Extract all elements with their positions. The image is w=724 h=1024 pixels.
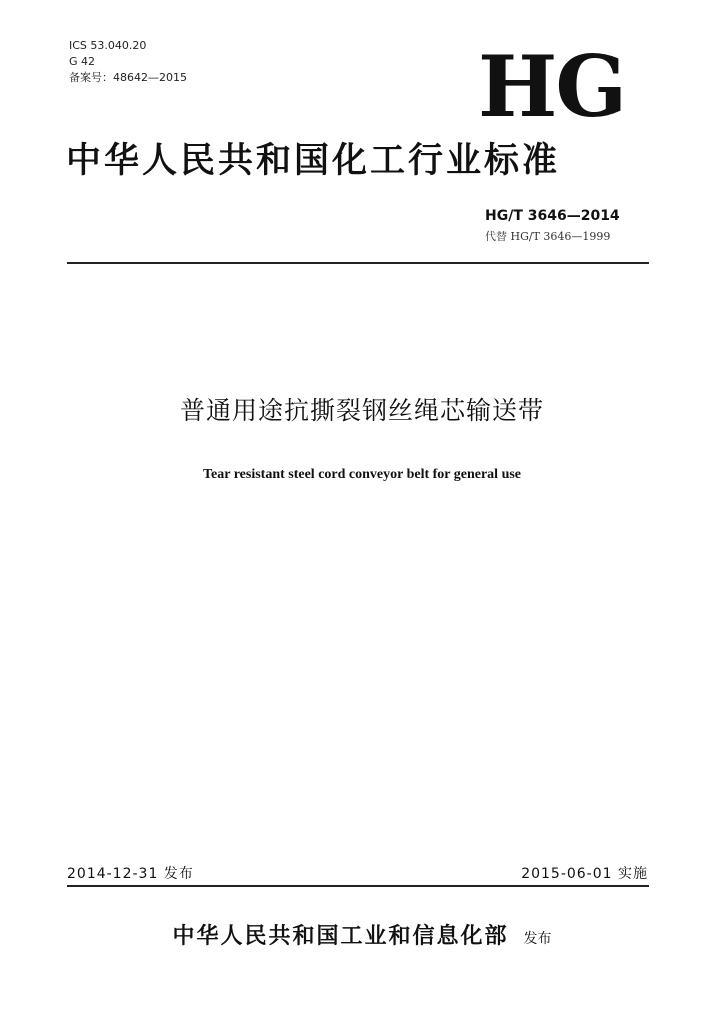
publisher-name: 中华人民共和国工业和信息化部 (172, 923, 509, 949)
document-title-chinese: 普通用途抗撕裂钢丝绳芯输送带 (179, 396, 544, 425)
classification-block (69, 38, 187, 86)
issue-date: 2014-12-31 发布 (67, 866, 194, 882)
standard-category-title: 中华人民共和国化工行业标准 (66, 140, 561, 181)
hg-logo: HG (478, 37, 626, 136)
standard-number: HG/T 3646—2014 (485, 208, 620, 224)
filing-number: 备案号：48642—2015 (69, 71, 187, 84)
implementation-date: 2015-06-01 实施 (521, 866, 648, 882)
top-divider (67, 262, 649, 264)
publisher-action: 发布 (523, 931, 552, 947)
ccs-code: G 42 (69, 55, 96, 68)
bottom-divider (67, 885, 649, 887)
ics-code: ICS 53.040.20 (69, 39, 147, 52)
replaces-standard: 代替 HG/T 3646—1999 (485, 230, 611, 243)
document-title-english: Tear resistant steel cord conveyor belt for general use (202, 467, 522, 482)
publisher-line (0, 921, 724, 954)
